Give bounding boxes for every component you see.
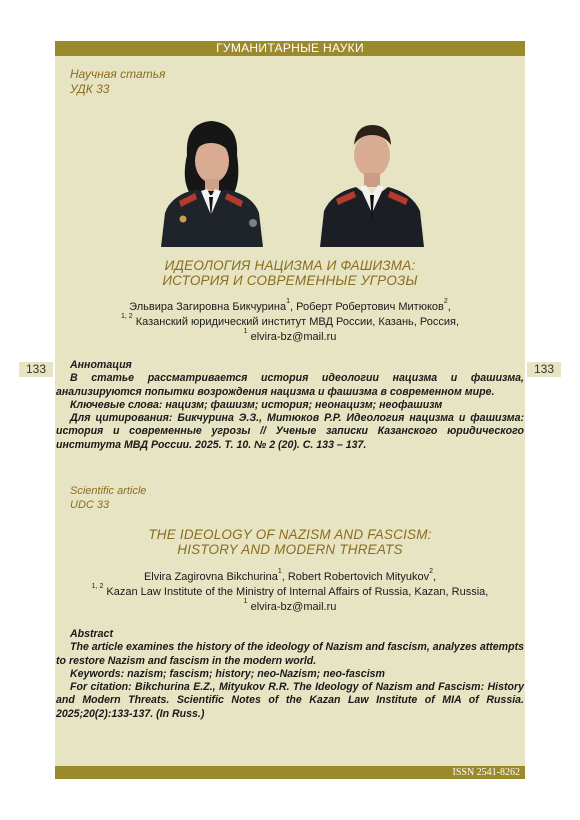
authors-ru — [55, 300, 525, 345]
abstract-text: В статье рассматривается история идеологии нацизма и фашизма, анализируются попытки возрождения нацизма и фашизма в современном мире. — [56, 372, 524, 398]
footnote-mark: 1 — [286, 298, 291, 305]
section-header: ГУМАНИТАРНЫЕ НАУКИ — [55, 41, 525, 56]
article-meta-en — [70, 484, 146, 512]
page-number-left: 133 — [19, 362, 53, 377]
page-number-right: 133 — [527, 362, 561, 377]
citation: Для цитирования: Бикчурина Э.З., Митюков Р.Р. Идеология нацизма и фашизма: история и современные угрозы // Ученые записки Казанского юридического института МВД России. 2025. Т. 10. № 2 (20). С. 133 – 137. — [56, 412, 524, 451]
author-email: elvira-bz@mail.ru — [250, 601, 337, 613]
author-name: Robert Robertovich Mityukov — [287, 571, 430, 583]
article-type-ru: Научная статья — [70, 67, 166, 81]
author-name: Elvira Zagirovna Bikchurina — [143, 571, 278, 583]
issn-label: ISSN 2541-8262 — [452, 767, 520, 778]
abstract-text: The article examines the history of the ideology of Nazism and fascism, analyzes attempts to restore Nazism and fascism in the modern world. — [56, 641, 524, 667]
abstract-en — [56, 628, 524, 721]
article-title-ru — [55, 258, 525, 288]
udc-en: UDC 33 — [70, 499, 110, 511]
affiliation — [55, 315, 525, 330]
keywords: Keywords: nazism; fascism; history; neo-Nazism; neo-fascism — [70, 667, 385, 680]
udc-ru: УДК 33 — [70, 82, 110, 96]
footnote-mark: 1 — [243, 328, 248, 335]
footnote-mark: 1, 2 — [91, 583, 104, 590]
affiliation-text: Казанский юридический институт МВД России, Казань, Россия, — [135, 316, 460, 328]
affiliation-text: Kazan Law Institute of the Ministry of Internal Affairs of Russia, Kazan, Russia, — [106, 586, 489, 598]
email-line — [55, 330, 525, 345]
article-title-en — [55, 527, 525, 557]
article-type-en: Scientific article — [70, 485, 147, 497]
author-photo-female — [157, 115, 265, 247]
footnote-mark: 1 — [243, 598, 248, 605]
email-line — [55, 600, 525, 615]
title-line: ИСТОРИЯ И СОВРЕМЕННЫЕ УГРОЗЫ — [162, 273, 418, 288]
footnote-mark: 2 — [443, 298, 448, 305]
footnote-mark: 1 — [277, 568, 282, 575]
author-photo-male — [318, 115, 426, 247]
author-name: Роберт Робертович Митюков — [296, 301, 444, 313]
title-line: THE IDEOLOGY OF NAZISM AND FASCISM: — [148, 527, 432, 542]
author-name: Эльвира Загировна Бикчурина — [129, 301, 287, 313]
abstract-heading: Аннотация — [70, 359, 132, 371]
affiliation — [55, 585, 525, 600]
authors-en — [55, 570, 525, 615]
abstract-ru — [56, 359, 524, 452]
keywords: Ключевые слова: нацизм; фашизм; история; неонацизм; неофашизм — [70, 398, 443, 411]
article-meta-ru — [70, 67, 165, 97]
author-email: elvira-bz@mail.ru — [250, 331, 337, 343]
abstract-heading: Abstract — [70, 628, 113, 640]
title-line: ИДЕОЛОГИЯ НАЦИЗМА И ФАШИЗМА: — [164, 258, 416, 273]
author-names: Elvira Zagirovna Bikchurina$^1$, Robert Robertovich Mityukov$^2$, — [143, 568, 437, 583]
title-line: HISTORY AND MODERN THREATS — [177, 542, 403, 557]
footnote-mark: 2 — [429, 568, 433, 575]
citation: For citation: Bikchurina E.Z., Mityukov R.R. The Ideology of Nazism and Fascism: History and Modern Threats. Scientific Notes of the Kazan Law Institute of MIA of Russia. 2025;20(2):133-137. (In Russ.) — [56, 681, 524, 720]
author-names: Эльвира Загировна Бикчурина$^1$, Роберт Робертович Митюков$^2$, — [129, 298, 451, 313]
footnote-mark: 1, 2 — [120, 313, 133, 320]
